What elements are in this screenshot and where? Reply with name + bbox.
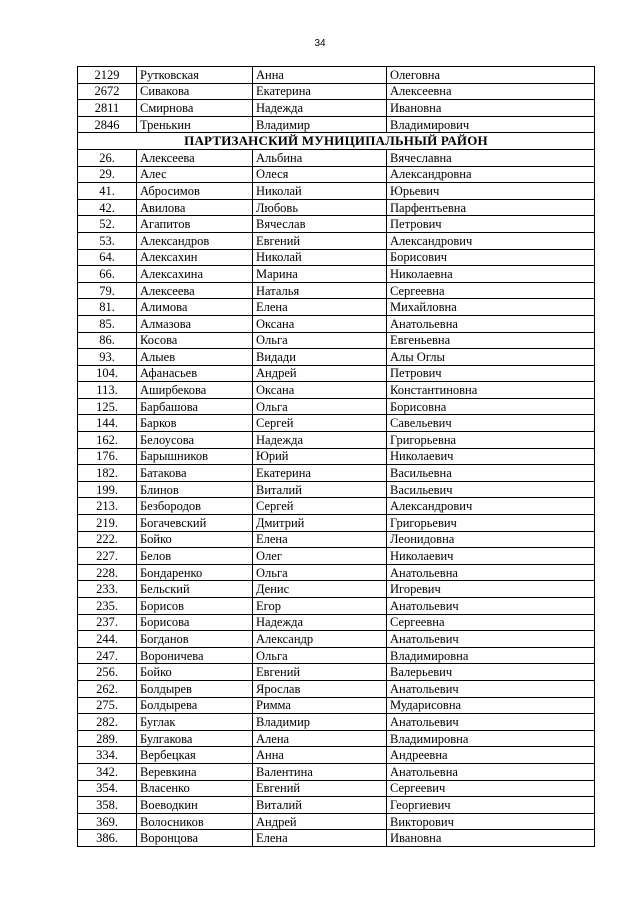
- first-name-cell: Елена: [253, 830, 387, 847]
- record-number-cell: 42.: [78, 199, 137, 216]
- record-number-cell: 247.: [78, 647, 137, 664]
- record-number-cell: 275.: [78, 697, 137, 714]
- surname-cell: Бойко: [137, 531, 253, 548]
- record-number-cell: 282.: [78, 714, 137, 731]
- first-name-cell: Юрий: [253, 448, 387, 465]
- first-name-cell: Николай: [253, 249, 387, 266]
- patronymic-cell: Олеговна: [387, 67, 595, 84]
- surname-cell: Белоусова: [137, 432, 253, 449]
- first-name-cell: Виталий: [253, 797, 387, 814]
- surname-cell: Алексеева: [137, 282, 253, 299]
- first-name-cell: Виталий: [253, 481, 387, 498]
- patronymic-cell: Петрович: [387, 365, 595, 382]
- patronymic-cell: Борисовна: [387, 398, 595, 415]
- table-row: [78, 581, 595, 598]
- surname-cell: Барков: [137, 415, 253, 432]
- first-name-cell: Евгений: [253, 664, 387, 681]
- table-row: [78, 365, 595, 382]
- first-name-cell: Анна: [253, 747, 387, 764]
- surname-cell: Вороничева: [137, 647, 253, 664]
- table-row: [78, 830, 595, 847]
- surname-cell: Волосников: [137, 813, 253, 830]
- surname-cell: Белов: [137, 548, 253, 565]
- first-name-cell: Альбина: [253, 149, 387, 166]
- surname-cell: Буглак: [137, 714, 253, 731]
- record-number-cell: 79.: [78, 282, 137, 299]
- section-header: [78, 133, 595, 150]
- section-title: ПАРТИЗАНСКИЙ МУНИЦИПАЛЬНЫЙ РАЙОН: [78, 133, 595, 150]
- surname-cell: Безбородов: [137, 498, 253, 515]
- record-number-cell: 237.: [78, 614, 137, 631]
- first-name-cell: Ольга: [253, 564, 387, 581]
- first-name-cell: Надежда: [253, 614, 387, 631]
- patronymic-cell: Савельевич: [387, 415, 595, 432]
- first-name-cell: Екатерина: [253, 465, 387, 482]
- table-row: [78, 315, 595, 332]
- first-name-cell: Сергей: [253, 498, 387, 515]
- surname-cell: Борисов: [137, 598, 253, 615]
- table-row: [78, 780, 595, 797]
- first-name-cell: Денис: [253, 581, 387, 598]
- section-row: [78, 133, 595, 150]
- first-name-cell: Владимир: [253, 714, 387, 731]
- first-name-cell: Владимир: [253, 116, 387, 133]
- surname-cell: Богачевский: [137, 515, 253, 532]
- patronymic-cell: Алексеевна: [387, 83, 595, 100]
- record-number-cell: 358.: [78, 797, 137, 814]
- first-name-cell: Видади: [253, 349, 387, 366]
- first-name-cell: Андрей: [253, 365, 387, 382]
- surname-cell: Косова: [137, 332, 253, 349]
- first-name-cell: Надежда: [253, 432, 387, 449]
- record-number-cell: 2672: [78, 83, 137, 100]
- surname-cell: Барбашова: [137, 398, 253, 415]
- record-number-cell: 26.: [78, 149, 137, 166]
- surname-cell: Авилова: [137, 199, 253, 216]
- surname-cell: Батакова: [137, 465, 253, 482]
- table-row: [78, 83, 595, 100]
- surname-cell: Алыев: [137, 349, 253, 366]
- patronymic-cell: Андреевна: [387, 747, 595, 764]
- surname-cell: Болдырева: [137, 697, 253, 714]
- table-row: [78, 763, 595, 780]
- table-row: [78, 282, 595, 299]
- table-row: [78, 100, 595, 117]
- surname-cell: Барышников: [137, 448, 253, 465]
- record-number-cell: 342.: [78, 763, 137, 780]
- patronymic-cell: Николаевна: [387, 266, 595, 283]
- record-number-cell: 222.: [78, 531, 137, 548]
- record-number-cell: 2846: [78, 116, 137, 133]
- table-row: [78, 531, 595, 548]
- table-row: [78, 166, 595, 183]
- first-name-cell: Дмитрий: [253, 515, 387, 532]
- first-name-cell: Екатерина: [253, 83, 387, 100]
- record-number-cell: 199.: [78, 481, 137, 498]
- record-number-cell: 182.: [78, 465, 137, 482]
- record-number-cell: 104.: [78, 365, 137, 382]
- page-number: 34: [314, 38, 326, 49]
- table-row: [78, 564, 595, 581]
- patronymic-cell: Викторович: [387, 813, 595, 830]
- table-row: [78, 647, 595, 664]
- first-name-cell: Наталья: [253, 282, 387, 299]
- patronymic-cell: Валерьевич: [387, 664, 595, 681]
- first-name-cell: Валентина: [253, 763, 387, 780]
- surname-cell: Алексеева: [137, 149, 253, 166]
- patronymic-cell: Анатольевич: [387, 714, 595, 731]
- table-row: [78, 797, 595, 814]
- first-name-cell: Оксана: [253, 382, 387, 399]
- record-number-cell: 29.: [78, 166, 137, 183]
- surname-cell: Бельский: [137, 581, 253, 598]
- patronymic-cell: Парфентьевна: [387, 199, 595, 216]
- table-row: [78, 332, 595, 349]
- table-row: [78, 67, 595, 84]
- record-number-cell: 256.: [78, 664, 137, 681]
- table-row: [78, 448, 595, 465]
- patronymic-cell: Васильевна: [387, 465, 595, 482]
- surname-cell: Рутковская: [137, 67, 253, 84]
- surname-cell: Вербецкая: [137, 747, 253, 764]
- record-number-cell: 176.: [78, 448, 137, 465]
- record-number-cell: 2811: [78, 100, 137, 117]
- surname-cell: Алексахин: [137, 249, 253, 266]
- first-name-cell: Александр: [253, 631, 387, 648]
- patronymic-cell: Евгеньевна: [387, 332, 595, 349]
- table-row: [78, 747, 595, 764]
- patronymic-cell: Алы Оглы: [387, 349, 595, 366]
- first-name-cell: Оксана: [253, 315, 387, 332]
- surname-cell: Смирнова: [137, 100, 253, 117]
- surname-cell: Алес: [137, 166, 253, 183]
- table-row: [78, 183, 595, 200]
- table-row: [78, 730, 595, 747]
- patronymic-cell: Анатольевич: [387, 598, 595, 615]
- record-number-cell: 262.: [78, 680, 137, 697]
- patronymic-cell: Константиновна: [387, 382, 595, 399]
- table-row: [78, 398, 595, 415]
- table-row: [78, 465, 595, 482]
- record-number-cell: 66.: [78, 266, 137, 283]
- surname-cell: Афанасьев: [137, 365, 253, 382]
- record-number-cell: 386.: [78, 830, 137, 847]
- table-row: [78, 382, 595, 399]
- patronymic-cell: Владимирович: [387, 116, 595, 133]
- surname-cell: Александров: [137, 232, 253, 249]
- patronymic-cell: Игоревич: [387, 581, 595, 598]
- table-row: [78, 415, 595, 432]
- record-number-cell: 228.: [78, 564, 137, 581]
- patronymic-cell: Петрович: [387, 216, 595, 233]
- patronymic-cell: Михайловна: [387, 299, 595, 316]
- first-name-cell: Ольга: [253, 647, 387, 664]
- surname-cell: Агапитов: [137, 216, 253, 233]
- first-name-cell: Надежда: [253, 100, 387, 117]
- surname-cell: Бондаренко: [137, 564, 253, 581]
- record-number-cell: 369.: [78, 813, 137, 830]
- table-row: [78, 631, 595, 648]
- record-number-cell: 41.: [78, 183, 137, 200]
- record-number-cell: 64.: [78, 249, 137, 266]
- record-number-cell: 86.: [78, 332, 137, 349]
- first-name-cell: Елена: [253, 299, 387, 316]
- first-name-cell: Любовь: [253, 199, 387, 216]
- table-row: [78, 680, 595, 697]
- first-name-cell: Олеся: [253, 166, 387, 183]
- patronymic-cell: Александрович: [387, 498, 595, 515]
- table-row: [78, 664, 595, 681]
- patronymic-cell: Анатольевна: [387, 564, 595, 581]
- surname-cell: Булгакова: [137, 730, 253, 747]
- record-number-cell: 235.: [78, 598, 137, 615]
- surname-cell: Власенко: [137, 780, 253, 797]
- patronymic-cell: Юрьевич: [387, 183, 595, 200]
- record-number-cell: 354.: [78, 780, 137, 797]
- table-row: [78, 481, 595, 498]
- first-name-cell: Римма: [253, 697, 387, 714]
- first-name-cell: Николай: [253, 183, 387, 200]
- table-row: [78, 432, 595, 449]
- record-number-cell: 81.: [78, 299, 137, 316]
- patronymic-cell: Анатольевич: [387, 680, 595, 697]
- patronymic-cell: Владимировна: [387, 730, 595, 747]
- patronymic-cell: Ивановна: [387, 100, 595, 117]
- record-number-cell: 85.: [78, 315, 137, 332]
- surname-cell: Болдырев: [137, 680, 253, 697]
- table-row: [78, 216, 595, 233]
- surname-cell: Воеводкин: [137, 797, 253, 814]
- record-number-cell: 52.: [78, 216, 137, 233]
- patronymic-cell: Григорьевна: [387, 432, 595, 449]
- table-row: [78, 199, 595, 216]
- patronymic-cell: Георгиевич: [387, 797, 595, 814]
- patronymic-cell: Николаевич: [387, 548, 595, 565]
- first-name-cell: Андрей: [253, 813, 387, 830]
- table-row: [78, 515, 595, 532]
- patronymic-cell: Владимировна: [387, 647, 595, 664]
- record-number-cell: 244.: [78, 631, 137, 648]
- surname-cell: Алексахина: [137, 266, 253, 283]
- patronymic-cell: Анатольевна: [387, 315, 595, 332]
- record-number-cell: 227.: [78, 548, 137, 565]
- record-number-cell: 144.: [78, 415, 137, 432]
- first-name-cell: Егор: [253, 598, 387, 615]
- table-row: [78, 598, 595, 615]
- patronymic-cell: Анатольевич: [387, 631, 595, 648]
- table-row: [78, 299, 595, 316]
- first-name-cell: Сергей: [253, 415, 387, 432]
- surname-cell: Веревкина: [137, 763, 253, 780]
- patronymic-cell: Николаевич: [387, 448, 595, 465]
- patronymic-cell: Александровна: [387, 166, 595, 183]
- surname-cell: Аширбекова: [137, 382, 253, 399]
- patronymic-cell: Сергеевна: [387, 282, 595, 299]
- table-row: [78, 232, 595, 249]
- first-name-cell: Олег: [253, 548, 387, 565]
- record-number-cell: 93.: [78, 349, 137, 366]
- record-number-cell: 233.: [78, 581, 137, 598]
- table-row: [78, 714, 595, 731]
- registry-table: [77, 66, 595, 847]
- patronymic-cell: Анатольевна: [387, 763, 595, 780]
- record-number-cell: 162.: [78, 432, 137, 449]
- record-number-cell: 334.: [78, 747, 137, 764]
- table-row: [78, 249, 595, 266]
- table-row: [78, 498, 595, 515]
- record-number-cell: 213.: [78, 498, 137, 515]
- surname-cell: Блинов: [137, 481, 253, 498]
- record-number-cell: 113.: [78, 382, 137, 399]
- first-name-cell: Ярослав: [253, 680, 387, 697]
- first-name-cell: Вячеслав: [253, 216, 387, 233]
- patronymic-cell: Сергеевна: [387, 614, 595, 631]
- record-number-cell: 289.: [78, 730, 137, 747]
- record-number-cell: 125.: [78, 398, 137, 415]
- surname-cell: Алимова: [137, 299, 253, 316]
- surname-cell: Алмазова: [137, 315, 253, 332]
- patronymic-cell: Григорьевич: [387, 515, 595, 532]
- first-name-cell: Марина: [253, 266, 387, 283]
- patronymic-cell: Васильевич: [387, 481, 595, 498]
- patronymic-cell: Вячеславна: [387, 149, 595, 166]
- patronymic-cell: Сергеевич: [387, 780, 595, 797]
- patronymic-cell: Борисович: [387, 249, 595, 266]
- record-number-cell: 219.: [78, 515, 137, 532]
- first-name-cell: Евгений: [253, 232, 387, 249]
- rows-before: [78, 67, 595, 133]
- record-number-cell: 2129: [78, 67, 137, 84]
- table-row: [78, 614, 595, 631]
- table-row: [78, 116, 595, 133]
- record-number-cell: 53.: [78, 232, 137, 249]
- surname-cell: Абросимов: [137, 183, 253, 200]
- table-row: [78, 349, 595, 366]
- surname-cell: Тренькин: [137, 116, 253, 133]
- first-name-cell: Ольга: [253, 398, 387, 415]
- first-name-cell: Евгений: [253, 780, 387, 797]
- surname-cell: Богданов: [137, 631, 253, 648]
- table-row: [78, 548, 595, 565]
- table-row: [78, 149, 595, 166]
- table-row: [78, 266, 595, 283]
- surname-cell: Бойко: [137, 664, 253, 681]
- patronymic-cell: Ивановна: [387, 830, 595, 847]
- first-name-cell: Елена: [253, 531, 387, 548]
- surname-cell: Борисова: [137, 614, 253, 631]
- patronymic-cell: Александрович: [387, 232, 595, 249]
- table-row: [78, 813, 595, 830]
- patronymic-cell: Леонидовна: [387, 531, 595, 548]
- first-name-cell: Алена: [253, 730, 387, 747]
- surname-cell: Воронцова: [137, 830, 253, 847]
- patronymic-cell: Мударисовна: [387, 697, 595, 714]
- rows-after: [78, 149, 595, 846]
- first-name-cell: Ольга: [253, 332, 387, 349]
- table-row: [78, 697, 595, 714]
- first-name-cell: Анна: [253, 67, 387, 84]
- surname-cell: Сивакова: [137, 83, 253, 100]
